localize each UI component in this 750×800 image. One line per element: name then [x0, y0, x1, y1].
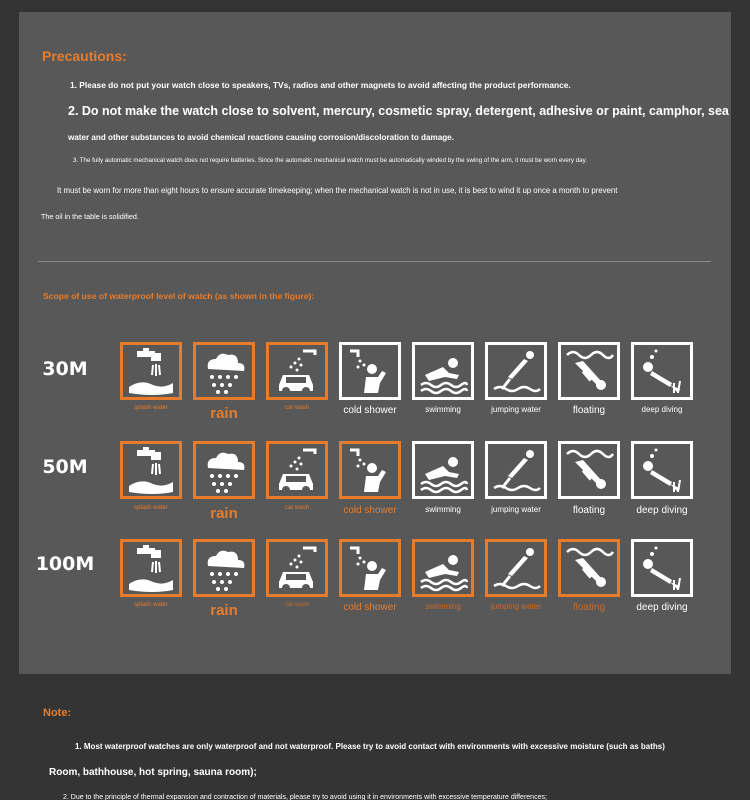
activity-label: rain [210, 602, 238, 619]
depth-label: 30M [42, 358, 88, 380]
precaution-item-4: The oil in the table is solidified. [41, 212, 139, 221]
shower-person-icon [339, 441, 401, 499]
activity-label: splash water [134, 602, 168, 608]
note-item-1: 1. Most waterproof watches are only waterproof and not waterproof. Please try to avoid contact with environments with excessive moisture (such as baths) [75, 742, 665, 751]
precaution-item-1: 1. Please do not put your watch close to speakers, TVs, radios and other magnets to avoid affecting the product performance. [70, 80, 571, 90]
shower-person-icon [339, 342, 401, 400]
deep-diver-icon [631, 441, 693, 499]
precaution-item-2-cont: water and other substances to avoid chemical reactions causing corrosion/discoloration to damage. [68, 133, 454, 142]
diver-jump-icon [485, 342, 547, 400]
scope-title: Scope of use of waterproof level of watch (as shown in the figure): [43, 291, 315, 301]
divider [38, 261, 711, 262]
note-item-1-cont: Room, bathhouse, hot spring, sauna room); [49, 767, 257, 778]
activity-label: swimming [425, 602, 461, 611]
activity-label: deep diving [636, 602, 688, 613]
rain-cloud-icon [193, 539, 255, 597]
activity-label: floating [572, 405, 606, 416]
activity-label: swimming [425, 405, 461, 414]
precaution-item-3-cont: It must be worn for more than eight hours to ensure accurate timekeeping; when the mechanical watch is not in use, it is best to wind it up once a month to prevent [57, 186, 618, 195]
floating-diver-icon [558, 342, 620, 400]
swimmer-icon [412, 342, 474, 400]
rain-cloud-icon [193, 342, 255, 400]
activity-label: jumping water [491, 405, 541, 414]
swimmer-icon [412, 441, 474, 499]
depth-label: 50M [42, 456, 88, 478]
car-wash-icon [266, 539, 328, 597]
activity-label: car wash [284, 602, 309, 608]
activity-label: car wash [284, 405, 309, 411]
faucet-hand-icon [120, 342, 182, 400]
note-item-2: 2. Due to the principle of thermal expansion and contraction of materials, please try to avoid using it in environments with excessive temperature differences; [63, 794, 547, 800]
activity-label: car wash [284, 505, 309, 511]
activity-label: splash water [134, 505, 168, 511]
activity-label: splash water [134, 405, 168, 411]
rain-cloud-icon [193, 441, 255, 499]
deep-diver-icon [631, 342, 693, 400]
activity-label: cold shower [343, 405, 397, 416]
deep-diver-icon [631, 539, 693, 597]
note-title: Note: [43, 707, 72, 719]
activity-label: jumping water [491, 505, 541, 514]
activity-label: rain [210, 405, 238, 422]
diver-jump-icon [485, 539, 547, 597]
floating-diver-icon [558, 441, 620, 499]
precaution-item-3: 3. The fully automatic mechanical watch does not require batteries. Since the automatic mechanical watch must be automatically winded by the swing of the arm, it must be worn every day. [73, 157, 587, 164]
precautions-title: Precautions: [42, 48, 127, 64]
faucet-hand-icon [120, 441, 182, 499]
activity-label: deep diving [636, 505, 688, 516]
activity-label: swimming [425, 505, 461, 514]
floating-diver-icon [558, 539, 620, 597]
activity-label: deep diving [641, 405, 683, 414]
diver-jump-icon [485, 441, 547, 499]
activity-label: floating [572, 602, 606, 613]
swimmer-icon [412, 539, 474, 597]
faucet-hand-icon [120, 539, 182, 597]
depth-label: 100M [35, 553, 95, 575]
activity-label: cold shower [343, 505, 397, 516]
activity-label: cold shower [343, 602, 397, 613]
activity-label: floating [572, 505, 606, 516]
car-wash-icon [266, 342, 328, 400]
precaution-item-2: 2. Do not make the watch close to solvent, mercury, cosmetic spray, detergent, adhesive or paint, camphor, sea [68, 104, 729, 118]
activity-label: jumping water [491, 602, 541, 611]
activity-label: rain [210, 505, 238, 522]
shower-person-icon [339, 539, 401, 597]
car-wash-icon [266, 441, 328, 499]
